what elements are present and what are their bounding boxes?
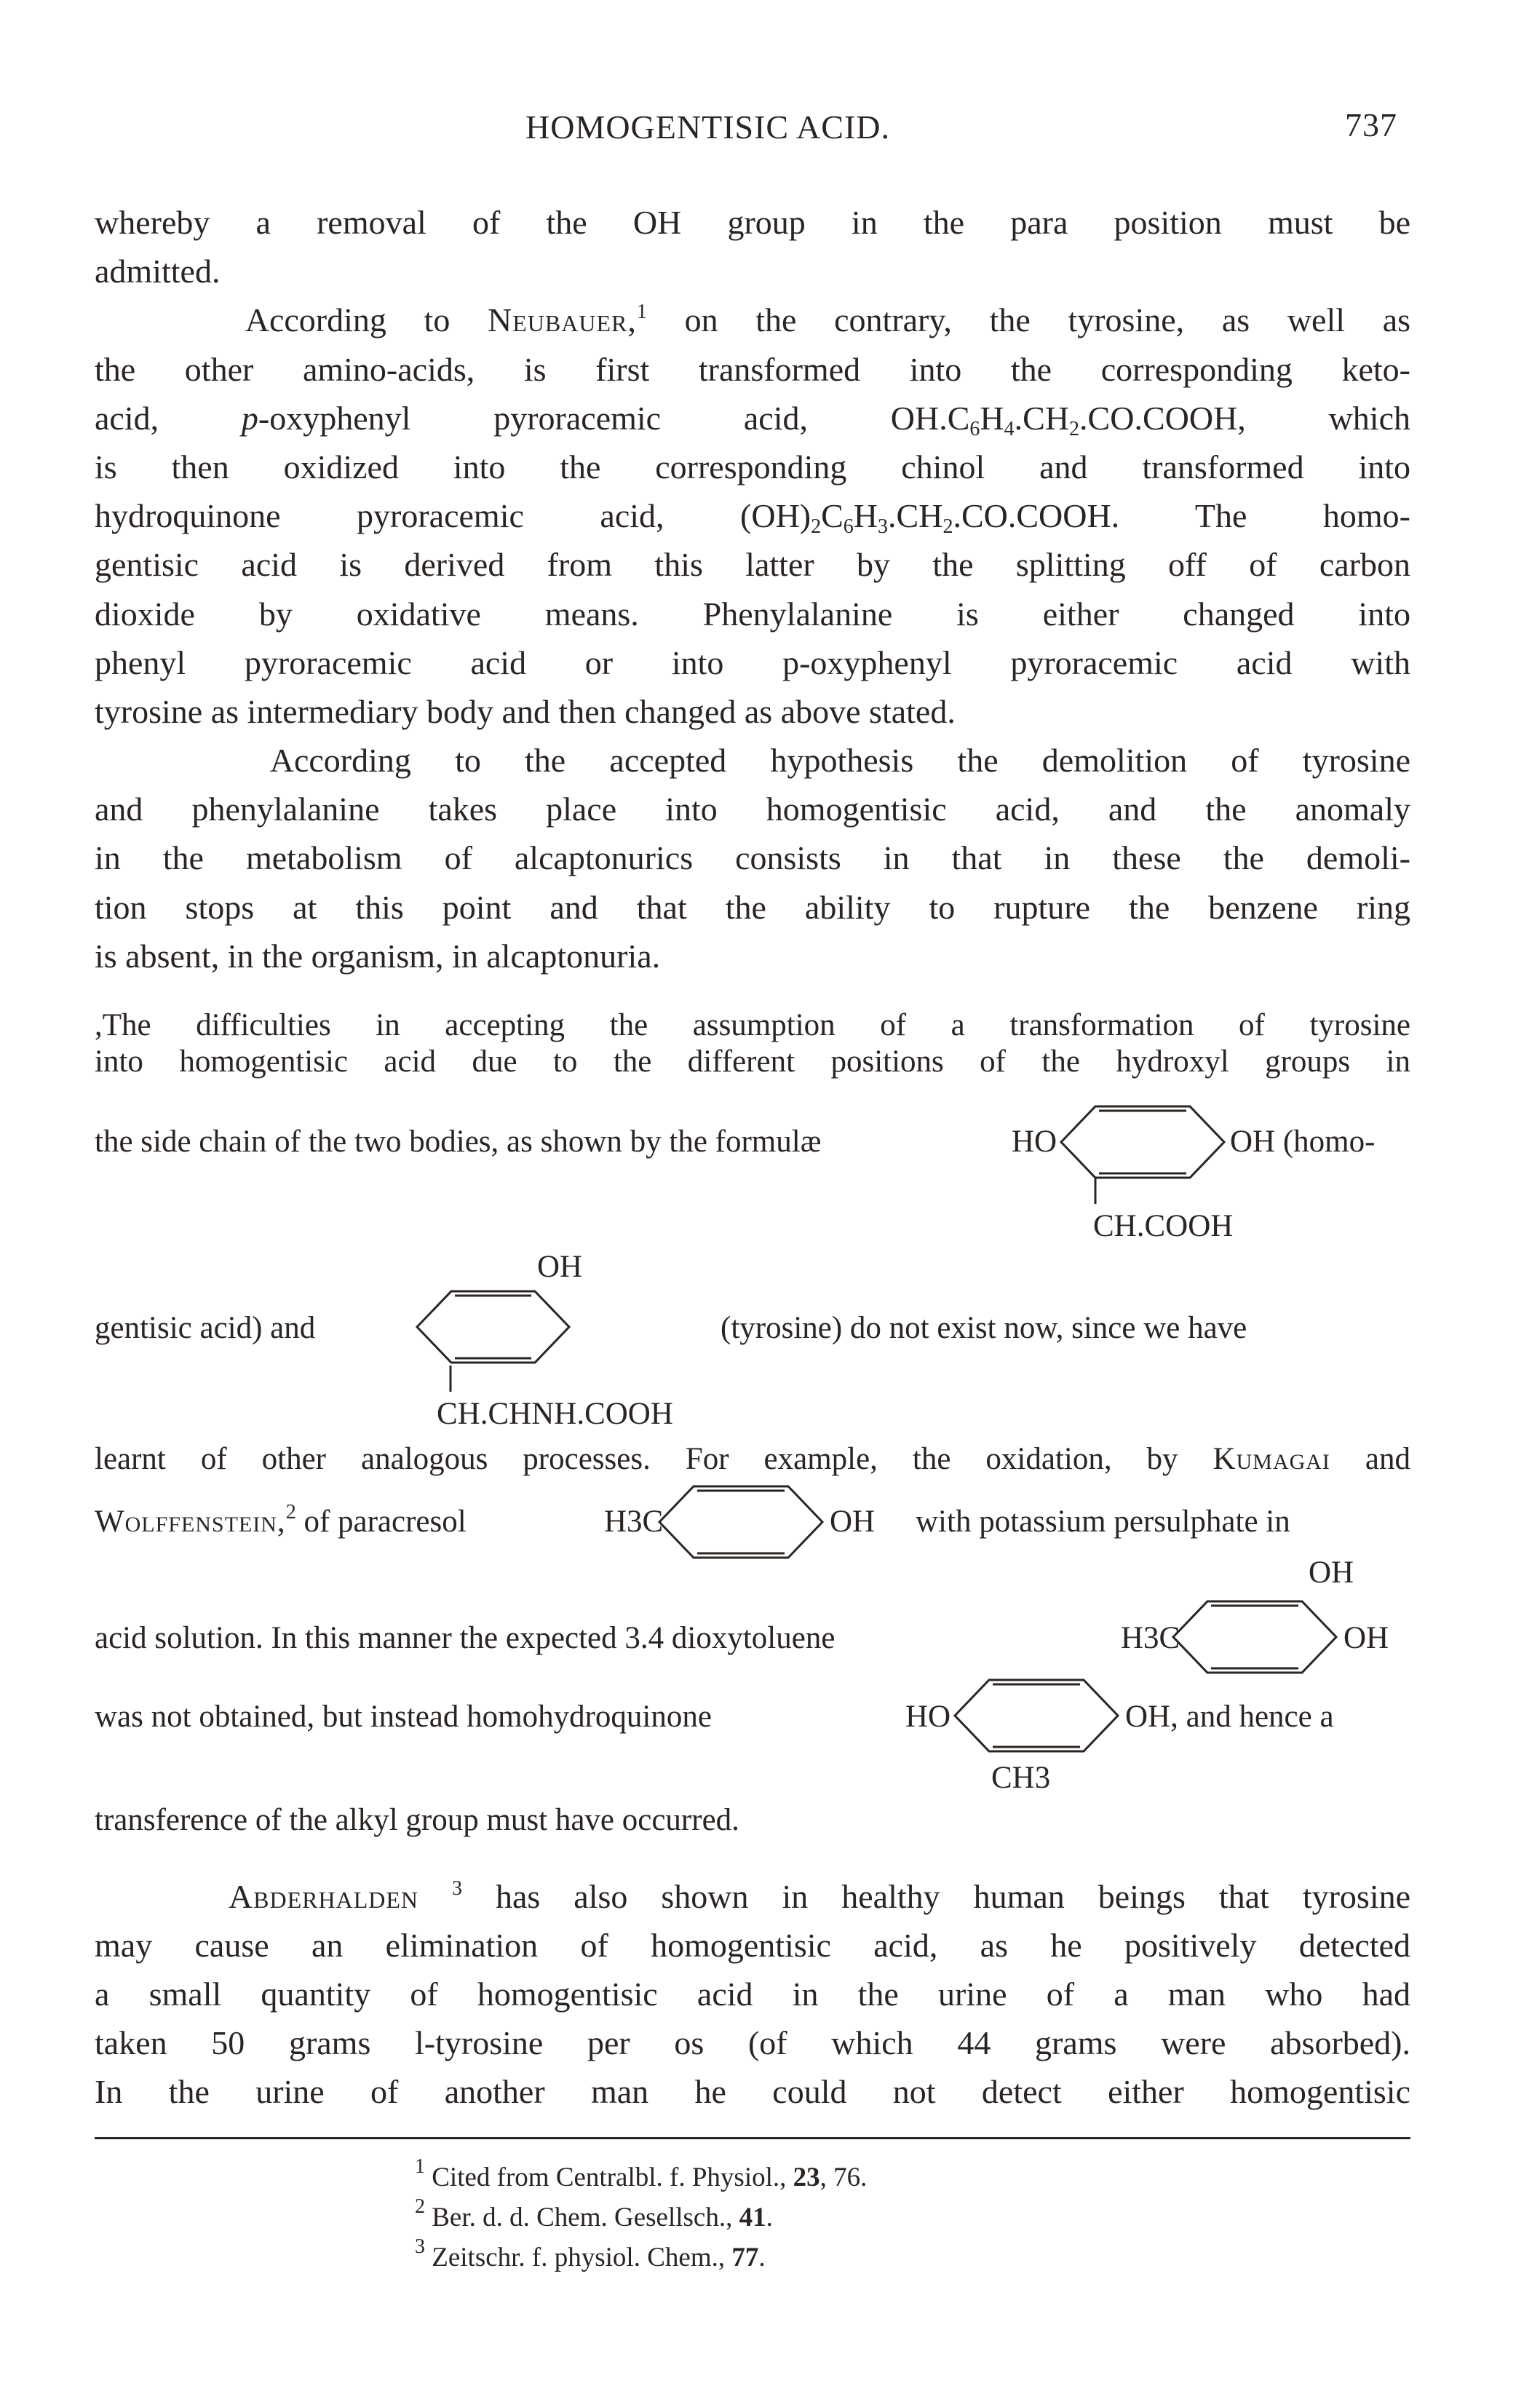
formula2-substituent: CH.CHNH.COOH: [437, 1397, 673, 1431]
author-kumagai: Kumagai: [1212, 1442, 1330, 1476]
small-text-line: (tyrosine) do not exist now, since we have: [721, 1311, 1247, 1345]
footnote-ref-3: 3: [452, 1877, 463, 1900]
formula4-left: H3C: [1121, 1621, 1180, 1655]
formula1-right: OH (homo-: [1230, 1125, 1376, 1159]
text-line: Abderhalden $^3$ has also shown in healthy human beings that tyrosine: [228, 1877, 1411, 1915]
formula1-left: HO: [1012, 1125, 1057, 1159]
formula5-right: OH, and hence a: [1125, 1700, 1334, 1734]
text-line: taken 50 grams l-tyrosine per os (of which 44 grams were absorbed).: [95, 2024, 1410, 2061]
text-line: whereby a removal of the OH group in the para position must be: [95, 204, 1410, 241]
text-line: a small quantity of homogentisic acid in the urine of a man who had: [95, 1975, 1410, 2013]
text-line: According to the accepted hypothesis the demolition of tyrosine: [269, 742, 1410, 780]
page-number: 737: [1345, 106, 1397, 143]
author-abderhalden: Abderhalden: [228, 1878, 419, 1915]
benzene-ring-icon: [1167, 1597, 1342, 1677]
text-line: In the urine of another man he could not detect either homogentisic: [95, 2073, 1410, 2110]
text-line: in the metabolism of alcaptonurics consists in that in these the demoli-: [95, 839, 1410, 877]
author-wolffenstein: Wolffenstein,: [95, 1505, 286, 1539]
running-header-title: HOMOGENTISIC ACID.: [525, 108, 890, 146]
text-line: gentisic acid is derived from this latter by the splitting off of carbon: [95, 546, 1410, 584]
benzene-ring-icon: [411, 1287, 575, 1367]
text-line: may cause an elimination of homogentisic acid, as he positively detected: [95, 1927, 1410, 1964]
text-line: the other amino-acids, is first transformed into the corresponding keto-: [95, 350, 1410, 388]
footnote-ref-2: 2: [285, 1501, 296, 1523]
text-line: acid, p-oxyphenyl pyroracemic acid, $OH.C_6H_4.CH_2.CO.COOH$, which: [95, 399, 1410, 440]
small-text-line: into homogentisic acid due to the different positions of the hydroxyl groups in: [95, 1045, 1410, 1079]
bond-line: [448, 1366, 453, 1392]
formula3-left: H3C: [604, 1505, 664, 1539]
text-line: admitted.: [95, 253, 221, 290]
text-line: tyrosine as intermediary body and then changed as above stated.: [95, 692, 956, 730]
body-text-top: [95, 198, 1410, 980]
small-text-line: ,The difficulties in accepting the assumption of a transformation of tyrosine: [95, 1008, 1410, 1042]
small-text-line: learnt of other analogous processes. For example, the oxidation, by Kumagai and: [95, 1442, 1411, 1476]
small-text-line: acid solution. In this manner the expected 3.4 dioxytoluene: [95, 1621, 836, 1655]
formula4-top: OH: [1309, 1555, 1354, 1590]
text-line: and phenylalanine takes place into homogentisic acid, and the anomaly: [95, 790, 1410, 828]
footnote-divider: [95, 2137, 1410, 2139]
formula5-left: HO: [905, 1700, 951, 1734]
formula2-top: OH: [537, 1250, 583, 1284]
small-text-line: transference of the alkyl group must have occurred.: [95, 1803, 739, 1837]
footnote-1: $^1$ Cited from Centralbl. f. Physiol., 23, 76.: [415, 2155, 868, 2192]
footnote-2: $^2$ Ber. d. d. Chem. Gesellsch., 41.: [415, 2195, 773, 2232]
formula5-substituent: CH3: [991, 1761, 1051, 1795]
footnote-ref-1: 1: [636, 301, 647, 324]
small-text-line: gentisic acid) and: [95, 1311, 316, 1345]
formula3-right: OH: [830, 1505, 876, 1539]
text-line: phenyl pyroracemic acid or into p-oxyphenyl pyroracemic acid with: [95, 643, 1410, 681]
benzene-ring-icon: [1055, 1102, 1230, 1182]
text-line: is then oxidized into the corresponding chinol and transformed into: [95, 448, 1410, 485]
text-line: According to Neubauer,$^1$ on the contrary, the tyrosine, as well as: [245, 301, 1411, 339]
small-text-line: the side chain of the two bodies, as shown by the formulæ: [95, 1125, 822, 1159]
benzene-ring-icon: [949, 1676, 1124, 1756]
text-line: is absent, in the organism, in alcaptonuria.: [95, 937, 661, 975]
author-neubauer: Neubauer,: [488, 301, 637, 339]
text-line: hydroquinone pyroracemic acid, $(OH)_2C_6H_3.CH_2.CO.COOH$. The homo-: [95, 497, 1410, 539]
formula1-substituent: CH.COOH: [1093, 1209, 1234, 1243]
footnote-3: $^3$ Zeitschr. f. physiol. Chem., 77.: [415, 2235, 766, 2272]
formula4-right: OH: [1343, 1621, 1389, 1655]
bond-line: [1093, 1178, 1098, 1204]
small-text-line: with potassium persulphate in: [916, 1505, 1290, 1539]
benzene-ring-icon: [654, 1482, 828, 1562]
small-text-line: was not obtained, but instead homohydroquinone: [95, 1700, 712, 1734]
text-line: dioxide by oxidative means. Phenylalanine is either changed into: [95, 595, 1410, 633]
text-line: tion stops at this point and that the ability to rupture the benzene ring: [95, 888, 1410, 926]
small-text-line: Wolffenstein,$^2$ of paracresol: [95, 1501, 467, 1539]
